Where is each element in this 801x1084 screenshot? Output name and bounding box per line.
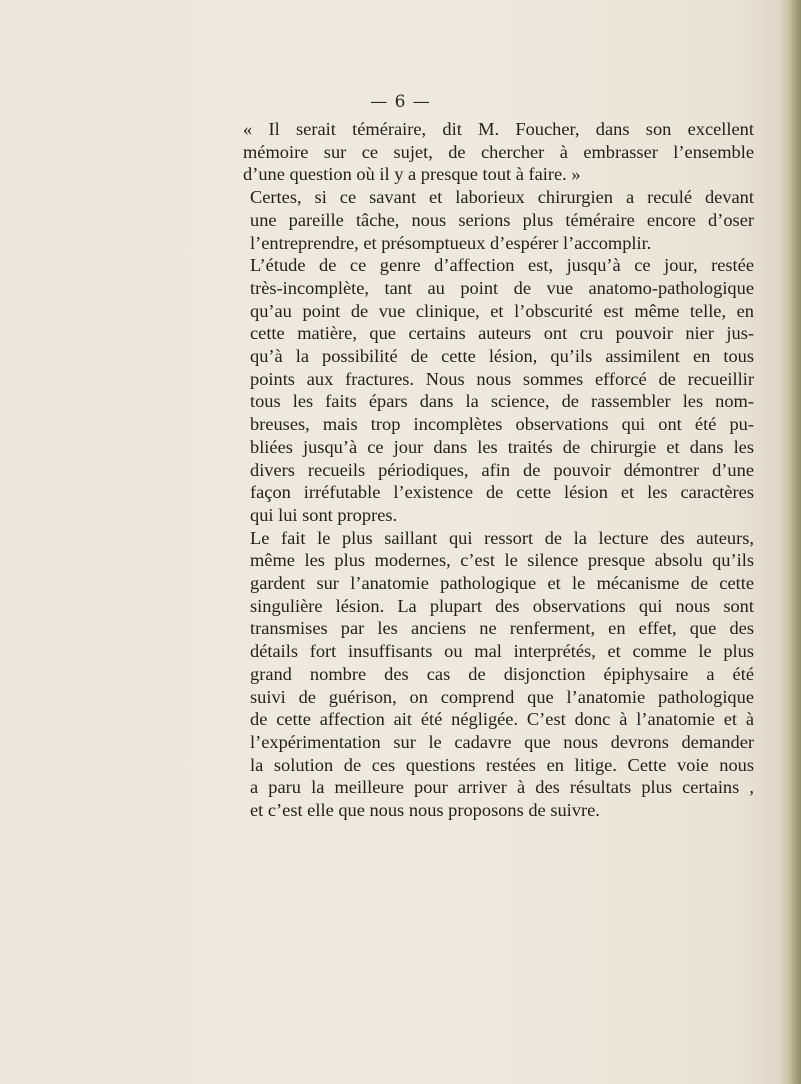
text-line: très-incomplète, tant au point de vue anatomo-pathologique	[250, 277, 754, 298]
text-line: a paru la meilleure pour arriver à des résultats plus certains ,	[250, 777, 754, 798]
text-line: singulière lésion. La plupart des observations qui nous sont	[250, 595, 754, 616]
text-line: même les plus modernes, c’est le silence presque absolu qu’ils	[250, 550, 754, 571]
text-line: cette matière, que certains auteurs ont cru pouvoir nier jus-	[250, 323, 754, 344]
text-line: la solution de ces questions restées en litige. Cette voie nous	[250, 754, 754, 775]
text-line: L’étude de ce genre d’affection est, jusqu’à ce jour, restée	[250, 255, 754, 276]
text-line: de cette affection ait été négligée. C’est donc à l’anatomie et à	[250, 709, 754, 730]
text-line: Certes, si ce savant et laborieux chirurgien a reculé devant	[250, 187, 754, 208]
text-line: transmises par les anciens ne renferment, en effet, que des	[250, 618, 754, 639]
paragraph	[228, 527, 754, 822]
text-line: « Il serait téméraire, dit M. Foucher, dans son excellent	[243, 119, 754, 139]
text-line: bliées jusqu’à ce jour dans les traités de chirurgie et dans les	[250, 436, 754, 457]
text-line: une pareille tâche, nous serions plus téméraire encore d’oser	[250, 209, 754, 230]
text-line: mémoire sur ce sujet, de chercher à embrasser l’ensemble	[243, 141, 754, 162]
text-line: gardent sur l’anatomie pathologique et le mécanisme de cette	[250, 573, 754, 594]
text-line: breuses, mais trop incomplètes observations qui ont été pu-	[250, 414, 754, 435]
text-line: divers recueils périodiques, afin de pouvoir démontrer d’une	[250, 459, 754, 480]
text-line: tous les faits épars dans la science, de rassembler les nom-	[250, 391, 754, 412]
paragraph	[228, 186, 754, 254]
text-line: qu’au point de vue clinique, et l’obscurité est même telle, en	[250, 300, 754, 321]
page-edge-shadow	[779, 0, 801, 1084]
text-line: grand nombre des cas de disjonction épiphysaire a été	[250, 663, 754, 684]
text-line: l’entreprendre, et présomptueux d’espérer l’accomplir.	[250, 232, 652, 253]
body-text	[228, 118, 754, 822]
paragraph	[228, 118, 754, 186]
page-number: — 6 —	[370, 92, 431, 112]
paragraph	[228, 254, 754, 526]
text-line: points aux fractures. Nous nous sommes efforcé de recueillir	[250, 368, 754, 389]
text-line: l’expérimentation sur le cadavre que nous devrons demander	[250, 731, 754, 752]
text-line: façon irréfutable l’existence de cette lésion et les caractères	[250, 482, 754, 503]
text-line: et c’est elle que nous nous proposons de suivre.	[250, 800, 600, 821]
text-line: qu’à la possibilité de cette lésion, qu’ils assimilent en tous	[250, 346, 754, 367]
text-line: suivi de guérison, on comprend que l’anatomie pathologique	[250, 686, 754, 707]
text-line: qui lui sont propres.	[250, 504, 398, 525]
text-line: détails fort insuffisants ou mal interprétés, et comme le plus	[250, 641, 754, 662]
text-line: d’une question où il y a presque tout à faire. »	[243, 164, 581, 185]
text-line: Le fait le plus saillant qui ressort de la lecture des auteurs,	[250, 527, 754, 548]
